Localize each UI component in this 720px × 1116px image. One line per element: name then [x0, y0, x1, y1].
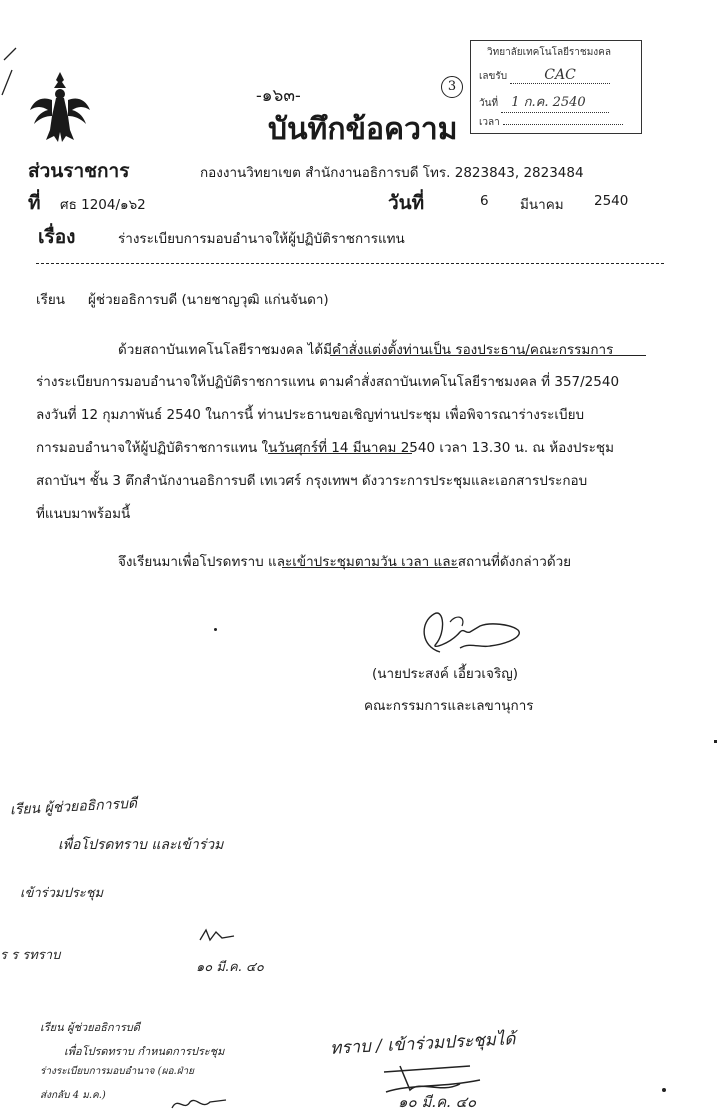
- subject-value: ร่างระเบียบการมอบอำนาจให้ผู้ปฏิบัติราชการแทน: [118, 231, 405, 247]
- initials-scribble-1: [198, 926, 238, 946]
- date-year: 2540: [594, 193, 629, 209]
- stamp-number-value: CAC: [544, 67, 576, 83]
- body-line-1: ด้วยสถาบันเทคโนโลยีราชมงคล ได้มีคำสั่งแต่งตั้งท่านเป็น รองประธาน/คณะกรรมการ: [118, 342, 614, 358]
- receiving-stamp: [470, 40, 642, 134]
- body-line-3: ลงวันที่ 12 กุมภาพันธ์ 2540 ในการนี้ ท่านประธานขอเชิญท่านประชุม เพื่อพิจารณาร่างระเบียบ: [36, 407, 585, 423]
- underline-appointment: [330, 355, 646, 356]
- dot-mark: [214, 628, 217, 631]
- page-title: บันทึกข้อความ: [268, 112, 458, 147]
- handnote-5: ทราบ / เข้าร่วมประชุมได้: [329, 1029, 516, 1059]
- stamp-time-row: [479, 115, 623, 130]
- agency-label: ส่วนราชการ: [28, 160, 130, 182]
- stamp-number-line: [510, 67, 610, 84]
- underline-closing: [282, 567, 458, 568]
- document-number-top: -๑๖๓-: [256, 86, 301, 106]
- handnote-4-line-2: เพื่อโปรดทราบ กำหนดการประชุม: [64, 1045, 225, 1058]
- ref-label: ที่: [28, 192, 41, 214]
- handnote-1-line-1: เรียน ผู้ช่วยอธิการบดี: [9, 795, 138, 819]
- date-month: มีนาคม: [520, 197, 564, 213]
- body-line-6: ที่แนบมาพร้อมนี้: [36, 506, 131, 522]
- stamp-date-value: 1 ก.ค. 2540: [511, 95, 586, 110]
- agency-value: กองงานวิทยาเขต สำนักงานอธิการบดี โทร. 2823843, 2823484: [200, 165, 584, 181]
- body-line-4: การมอบอำนาจให้ผู้ปฏิบัติราชการแทน ในวันศุกร์ที่ 14 มีนาคม 2540 เวลา 13.30 น. ณ ห้องประชุม: [36, 440, 614, 456]
- stamp-time-line: [503, 124, 623, 125]
- handnote-1-line-2: เพื่อโปรดทราบ และเข้าร่วม: [58, 837, 224, 853]
- underline-meeting-date: [268, 453, 412, 454]
- handnote-5-date: ๑๐ มี.ค. ๔๐: [398, 1093, 477, 1111]
- body-line-5: สถาบันฯ ชั้น 3 ตึกสำนักงานอธิการบดี เทเวศร์ กรุงเทพฯ ดังวาระการประชุมและเอกสารประกอบ: [36, 473, 588, 489]
- stamp-date-label: วันที่: [479, 98, 499, 109]
- handnote-3-left: ร ร รทราบ: [0, 948, 61, 963]
- handnote-3-date: ๑๐ มี.ค. ๔๐: [196, 960, 264, 975]
- handnote-2: เข้าร่วมประชุม: [20, 886, 104, 901]
- stamp-number-label: เลขรับ: [479, 71, 508, 82]
- initials-scribble-2: [170, 1092, 230, 1114]
- body-line-2: ร่างระเบียบการมอบอำนาจให้ปฏิบัติราชการแทน ตามคำสั่งสถาบันเทคโนโลยีราชมงคล ที่ 357/2540: [36, 374, 620, 390]
- closing-line: จึงเรียนมาเพื่อโปรดทราบ และเข้าประชุมตามวัน เวลา และสถานที่ดังกล่าวด้วย: [118, 554, 572, 570]
- handnote-4-line-3: ร่างระเบียบการมอบอำนาจ (ผอ.ฝ่าย: [40, 1066, 194, 1077]
- stamp-date-line: [501, 91, 609, 113]
- circled-mark-text: 3: [447, 79, 457, 94]
- stamp-org: วิทยาลัยเทคโนโลยีราชมงคล: [487, 47, 611, 58]
- edge-mark: [714, 740, 717, 743]
- salutation-value: ผู้ช่วยอธิการบดี (นายชาญวุฒิ แก่นจันดา): [88, 292, 329, 308]
- stamp-time-label: เวลา: [479, 117, 500, 128]
- stamp-date-row: [479, 91, 609, 113]
- subject-label: เรื่อง: [38, 226, 76, 248]
- garuda-emblem-icon: [28, 70, 92, 146]
- signatory-position: คณะกรรมการและเลขานุการ: [364, 698, 534, 714]
- circled-mark: [441, 76, 463, 98]
- margin-scribble: [0, 40, 20, 100]
- signatory-name: (นายประสงค์ เอี้ยวเจริญ): [372, 666, 518, 682]
- stamp-number-row: [479, 67, 610, 84]
- handnote-4-line-1: เรียน ผู้ช่วยอธิการบดี: [40, 1021, 140, 1034]
- date-label: วันที่: [388, 192, 425, 214]
- handnote-4-line-4: ส่งกลับ 4 ม.ค.): [40, 1090, 106, 1101]
- edge-mark-bottom: [662, 1088, 666, 1092]
- ref-value: ศธ 1204/๑๖2: [60, 197, 146, 213]
- date-day: 6: [480, 193, 489, 209]
- signature-scribble: [400, 604, 540, 660]
- header-divider: [36, 263, 664, 264]
- salutation-label: เรียน: [36, 292, 66, 308]
